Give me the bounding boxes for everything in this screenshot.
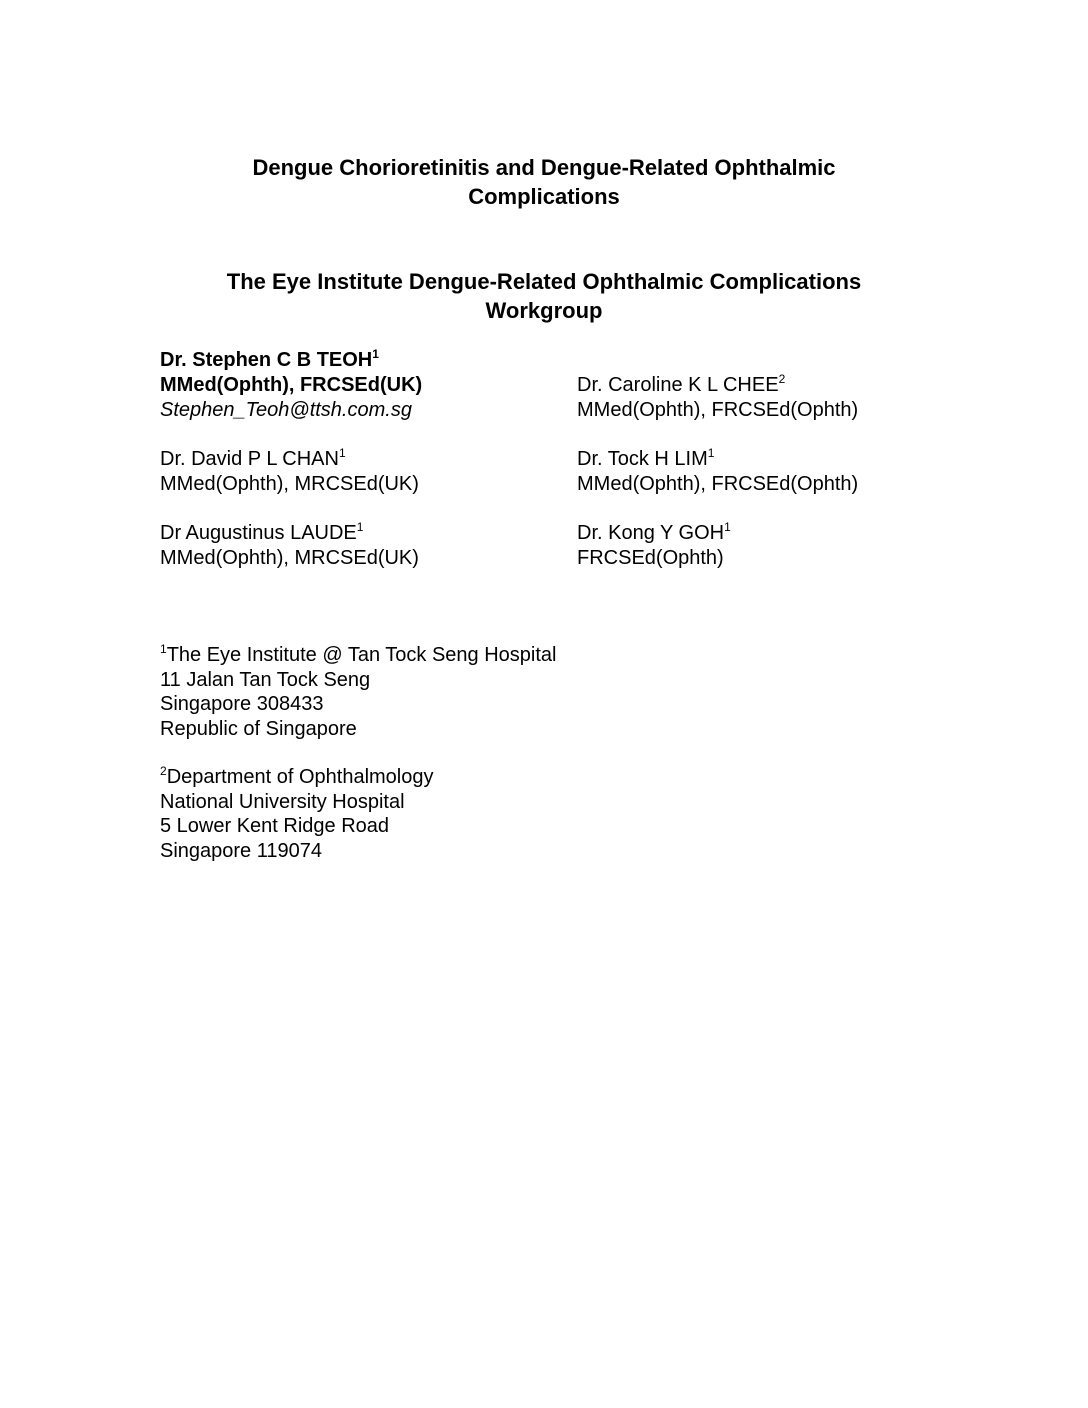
author-name: Dr Augustinus LAUDE$^1$ (160, 520, 364, 544)
affiliation-line: $^1$The Eye Institute @ Tan Tock Seng Hospital (160, 642, 557, 666)
affiliation-marker: 2 (160, 764, 167, 778)
affiliation-marker: 1 (356, 520, 364, 534)
author-credentials: FRCSEd(Ophth) (577, 547, 724, 569)
author-chan (160, 447, 419, 497)
author-name: Dr. David P L CHAN$^1$ (160, 446, 346, 470)
paper-title-line-1: Dengue Chorioretinitis and Dengue-Related Ophthalmic (252, 155, 836, 180)
affiliation-2 (160, 765, 434, 863)
affiliation-marker: 1 (707, 446, 715, 460)
author-chee (577, 373, 858, 423)
affiliation-line: 11 Jalan Tan Tock Seng (160, 668, 371, 691)
affiliation-marker: 2 (778, 372, 786, 386)
affiliation-marker: 1 (724, 520, 731, 534)
author-credentials: MMed(Ophth), FRCSEd(Ophth) (577, 399, 859, 421)
author-name: Dr. Tock H LIM$^1$ (577, 446, 715, 470)
affiliation-line: National University Hospital (160, 790, 405, 813)
author-name: Dr. Stephen C B TEOH$^1$ (160, 347, 379, 371)
workgroup-title-line-2: Workgroup (485, 298, 603, 323)
author-laude (160, 521, 419, 571)
author-credentials: MMed(Ophth), FRCSEd(Ophth) (577, 473, 859, 495)
affiliation-marker: 1 (372, 347, 379, 361)
affiliation-1 (160, 643, 556, 741)
author-email[interactable]: Stephen_Teoh@ttsh.com.sg (160, 399, 412, 421)
author-goh (577, 521, 731, 571)
author-credentials: MMed(Ophth), MRCSEd(UK) (160, 473, 419, 495)
author-credentials: MMed(Ophth), MRCSEd(UK) (160, 547, 419, 569)
paper-title (0, 153, 1088, 211)
paper-title-line-2: Complications (468, 184, 620, 209)
affiliation-line: Singapore 308433 (160, 693, 324, 715)
affiliation-marker: 1 (338, 446, 346, 460)
affiliation-line: $^2$Department of Ophthalmology (160, 764, 434, 788)
workgroup-title (0, 267, 1088, 325)
author-lim (577, 447, 858, 497)
affiliation-line: Singapore 119074 (160, 839, 322, 862)
affiliation-line: Republic of Singapore (160, 717, 357, 740)
workgroup-title-line-1: The Eye Institute Dengue-Related Ophthalmic Complications (226, 269, 862, 294)
author-credentials: MMed(Ophth), FRCSEd(UK) (160, 374, 423, 396)
author-name: Dr. Kong Y GOH$^1$ (577, 520, 731, 544)
affiliation-line: 5 Lower Kent Ridge Road (160, 815, 390, 837)
author-name: Dr. Caroline K L CHEE$^2$ (577, 372, 786, 396)
author-teoh (160, 348, 422, 423)
affiliation-marker: 1 (160, 642, 167, 656)
